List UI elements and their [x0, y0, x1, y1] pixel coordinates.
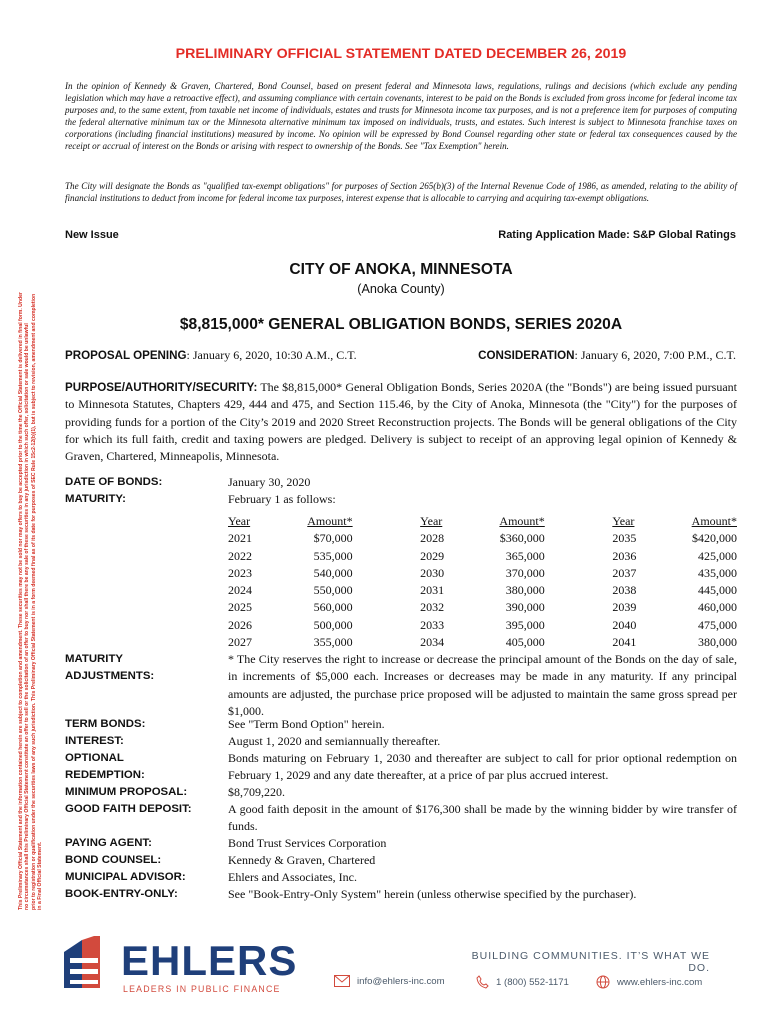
bond-title: $8,815,000* GENERAL OBLIGATION BONDS, SERIES 2020A — [179, 316, 623, 333]
interest-label: INTEREST: — [65, 735, 124, 747]
maturity-amount: 370,000 — [505, 565, 545, 580]
proposal-opening-value: January 6, 2020, 10:30 A.M., C.T. — [192, 348, 357, 362]
maturity-adjustments-text: * The City reserves the right to increase or decrease the principal amount of the Bonds on the day of sale, in increments of $5,000 each. Increases or decreases may be made in any maturity. If any principal amounts are adjusted, the purchase price proposed will be adjusted to maintain the same gross spread per $1,000. — [228, 652, 737, 718]
maturity-amount: 460,000 — [698, 600, 737, 615]
maturity-amount: 475,000 — [698, 617, 737, 632]
side-disclaimer-line: in a Final Official Statement. — [37, 841, 44, 910]
maturity-amount: $70,000 — [313, 531, 353, 546]
globe-icon — [596, 975, 610, 989]
maturity-row — [228, 634, 737, 651]
date-of-bonds-value: January 30, 2020 — [228, 475, 311, 489]
maturity-year: 2032 — [420, 600, 445, 615]
ehlers-tagline: LEADERS IN PUBLIC FINANCE — [123, 984, 281, 994]
maturity-year: 2026 — [228, 617, 252, 632]
col-year: Year — [228, 514, 251, 528]
footer-email-text: info@ehlers-inc.com — [357, 975, 445, 987]
rating-label: Rating Application Made: S&P Global Ratings — [498, 229, 736, 241]
maturity-amount: 405,000 — [505, 635, 545, 650]
maturity-amount: 540,000 — [313, 565, 353, 580]
maturity-adjustments-label-line: MATURITY — [65, 653, 123, 665]
footer-slogan: BUILDING COMMUNITIES. IT’S WHAT WE DO. — [471, 950, 710, 974]
paying-agent-label: PAYING AGENT: — [65, 837, 152, 849]
col-year: Year — [420, 514, 443, 528]
maturity-amount: 550,000 — [313, 583, 353, 598]
maturity-amount: 380,000 — [505, 583, 545, 598]
document-title: PRELIMINARY OFFICIAL STATEMENT DATED DECEMBER 26, 2019 — [175, 46, 627, 62]
term-bonds-value: See "Term Bond Option" herein. — [228, 717, 385, 731]
maturity-label: MATURITY: — [65, 493, 126, 505]
bond-counsel-label: BOND COUNSEL: — [65, 854, 162, 866]
maturity-year: 2022 — [228, 548, 252, 563]
minimum-proposal-label: MINIMUM PROPOSAL: — [65, 786, 188, 798]
maturity-year: 2041 — [612, 635, 637, 650]
maturity-row — [228, 617, 737, 634]
optional-redemption-label-line: OPTIONAL — [65, 752, 124, 764]
consideration-label: CONSIDERATION — [478, 349, 575, 362]
purpose-label: PURPOSE/AUTHORITY/SECURITY: — [65, 381, 258, 394]
col-amount: Amount* — [499, 514, 545, 528]
maturity-year: 2037 — [612, 565, 637, 580]
consideration: CONSIDERATION: January 6, 2020, 7:00 P.M., C.T. — [478, 348, 736, 362]
new-issue-label: New Issue — [65, 229, 119, 241]
maturity-amount: 535,000 — [313, 548, 353, 563]
maturity-row — [228, 565, 737, 582]
maturity-row — [228, 548, 737, 565]
qualified-obligation-paragraph: The City will designate the Bonds as "qualified tax-exempt obligations" for purposes of Section 265(b)(3) of the Internal Revenue Code of 1986, as amended, relating to the ability of financial institutions to deduct from income for federal income tax purposes, interest expense that is allocable to carrying and acquiring tax-exempt obligations. — [65, 181, 737, 203]
maturity-amount: 355,000 — [313, 635, 353, 650]
term-bonds-label: TERM BONDS: — [65, 718, 146, 730]
date-of-bonds-label: DATE OF BONDS: — [65, 476, 163, 488]
maturity-amount: 445,000 — [698, 583, 737, 598]
footer-phone[interactable] — [476, 975, 569, 989]
municipal-advisor-label: MUNICIPAL ADVISOR: — [65, 871, 186, 883]
maturity-year: 2023 — [228, 565, 252, 580]
ehlers-logo-text: EHLERS — [121, 937, 298, 984]
maturity-amount: 435,000 — [698, 565, 737, 580]
footer-email[interactable] — [334, 975, 445, 987]
maturity-year: 2027 — [228, 635, 252, 650]
maturity-amount: $360,000 — [499, 531, 545, 546]
maturity-year: 2024 — [228, 583, 252, 598]
optional-redemption-label — [65, 750, 145, 785]
maturity-year: 2039 — [612, 600, 637, 615]
maturity-year: 2035 — [612, 531, 637, 546]
maturity-year: 2036 — [612, 548, 637, 563]
maturity-amount: 390,000 — [505, 600, 545, 615]
phone-icon — [476, 975, 489, 989]
purpose-paragraph — [65, 379, 737, 465]
side-disclaimer-line: prior to registration or qualification under the securities laws of any such jurisdiction. This Preliminary Official Statement is in a form deemed final as of its date for purposes of SEC Rule 15c2-12(b)(1), but is subject to revision, amendment and completion — [30, 293, 37, 910]
minimum-proposal-value: $8,709,220. — [228, 785, 285, 799]
envelope-icon — [334, 975, 350, 987]
bond-counsel-value: Kennedy & Graven, Chartered — [228, 853, 376, 867]
maturity-amount: $420,000 — [692, 531, 737, 546]
maturity-year: 2034 — [420, 635, 445, 650]
side-disclaimer-line: This Preliminary Official Statement and the information contained herein are subject to completion and amendment. These securities may not be sold nor may offers to buy be accepted prior to the time the Official Statement is delivered in final form. Under — [18, 292, 24, 910]
maturity-amount: 365,000 — [505, 548, 545, 563]
maturity-year: 2031 — [420, 583, 445, 598]
maturity-amount: 395,000 — [505, 617, 545, 632]
maturity-row — [228, 530, 737, 547]
maturity-year: 2038 — [612, 583, 637, 598]
interest-value: August 1, 2020 and semiannually thereafter. — [228, 734, 441, 748]
maturity-amount: 380,000 — [698, 635, 737, 650]
book-entry-value: See "Book-Entry-Only System" herein (unless otherwise specified by the purchaser). — [228, 887, 637, 901]
maturity-amount: 560,000 — [313, 600, 353, 615]
maturity-amount: 425,000 — [698, 548, 737, 563]
purpose-text: The $8,815,000* General Obligation Bonds, Series 2020A (the "Bonds") are being issued pursuant to Minnesota Statutes, Chapters 429, 444 and 475, and Section 115.46, by the City of Anoka, Minnesota (the "City") for the purposes of providing funds for a portion of the City’s 2019 and 2020 Street Reconstruction projects. The Bonds will be general obligations of the City for which its full faith, credit and taxing powers are pledged. Delivery is subject to receipt of an approving legal opinion of Kennedy & Graven, Chartered, Minneapolis, Minnesota. — [65, 380, 737, 464]
proposal-opening: PROPOSAL OPENING: January 6, 2020, 10:30 A.M., C.T. — [65, 348, 357, 362]
maturity-adjustments-label — [65, 651, 154, 686]
maturity-year: 2028 — [420, 531, 445, 546]
ehlers-logo-icon — [64, 936, 114, 988]
good-faith-value: A good faith deposit in the amount of $176,300 shall be made by the winning bidder by wire transfer of funds. — [228, 802, 737, 834]
maturity-table — [228, 513, 737, 651]
tax-opinion-paragraph: In the opinion of Kennedy & Graven, Chartered, Bond Counsel, based on present federal and Minnesota laws, regulations, rulings and decisions (which exclude any pending legislation which may have a retroactive effect), and assuming compliance with certain covenants, interest to be paid on the Bonds is excluded from gross income for federal income tax purposes and, to the same extent, from taxable net income of individuals, estates and trusts for Minnesota income tax purposes, and is not a preference item for purposes of computing the federal alternative minimum tax or the Minnesota alternative minimum tax imposed on individuals, trusts, and estates. Such interest is subject to Minnesota franchise taxes on corporations (including financial institutions) measured by income. No opinion will be expressed by Bond Counsel regarding other state or federal tax consequences caused by the receipt or accrual of interest on the Bonds or arising with respect to ownership of the Bonds. See "Tax Exemption" herein. — [65, 81, 737, 151]
issuer-name: CITY OF ANOKA, MINNESOTA — [289, 261, 513, 278]
optional-redemption-label-line: REDEMPTION: — [65, 769, 145, 782]
optional-redemption-value: Bonds maturing on February 1, 2030 and thereafter are subject to call for prior optional redemption on February 1, 2029 and any date thereafter, at a price of par plus accrued interest. — [228, 751, 737, 783]
col-amount: Amount* — [307, 514, 353, 528]
maturity-year: 2029 — [420, 548, 445, 563]
footer-website-text: www.ehlers-inc.com — [617, 976, 703, 988]
maturity-amount: 500,000 — [313, 617, 353, 632]
maturity-adjustments-label-line: ADJUSTMENTS: — [65, 670, 155, 683]
maturity-year: 2025 — [228, 600, 252, 615]
footer-website[interactable] — [596, 975, 702, 989]
maturity-row — [228, 599, 737, 616]
paying-agent-value: Bond Trust Services Corporation — [228, 836, 387, 850]
book-entry-label: BOOK-ENTRY-ONLY: — [65, 888, 178, 900]
maturity-year: 2033 — [420, 617, 445, 632]
maturity-year: 2021 — [228, 531, 252, 546]
consideration-value: January 6, 2020, 7:00 P.M., C.T. — [580, 348, 736, 362]
issuer-county: (Anoka County) — [357, 282, 445, 296]
maturity-row — [228, 582, 737, 599]
footer-phone-text: 1 (800) 552-1171 — [496, 976, 569, 988]
side-disclaimer-line: no circumstances shall this Preliminary Official Statement constitute an offer to sell or the solicitation of an offer to buy nor shall there be any sale of these securities in any jurisdiction in which such offer, solicitation or sale would be unlawful — [24, 323, 31, 910]
good-faith-label: GOOD FAITH DEPOSIT: — [65, 803, 192, 815]
proposal-opening-label: PROPOSAL OPENING — [65, 349, 187, 362]
col-amount: Amount* — [691, 514, 737, 528]
col-year: Year — [612, 514, 635, 528]
maturity-value: February 1 as follows: — [228, 492, 336, 506]
maturity-table-header — [228, 513, 737, 530]
maturity-year: 2040 — [612, 617, 637, 632]
municipal-advisor-value: Ehlers and Associates, Inc. — [228, 870, 357, 884]
maturity-year: 2030 — [420, 565, 445, 580]
